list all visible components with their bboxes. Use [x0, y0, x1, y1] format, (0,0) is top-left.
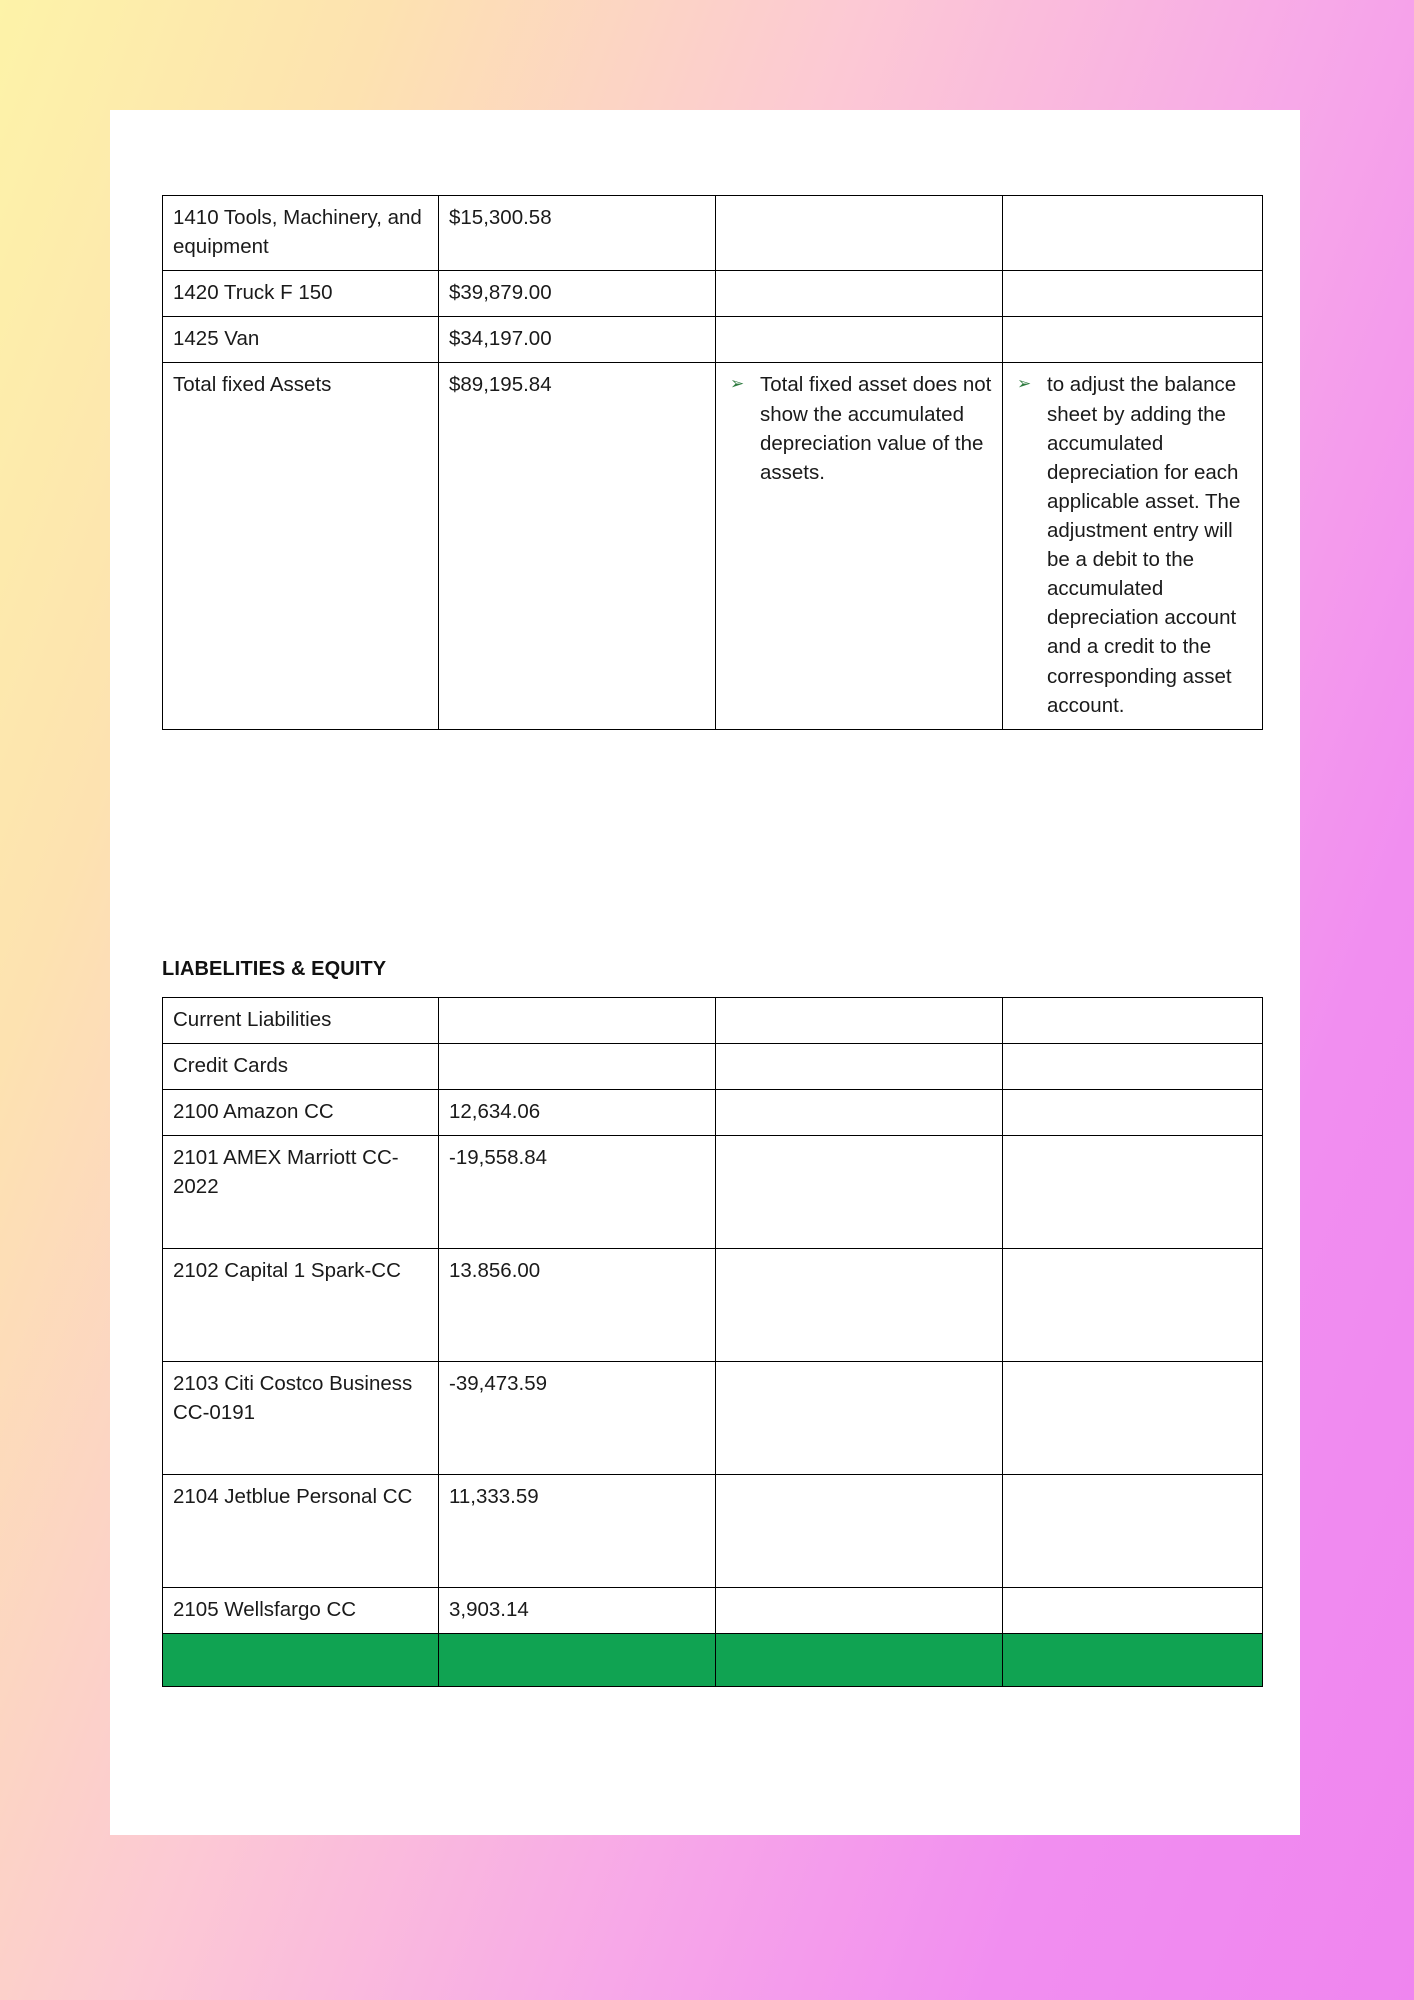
cell-adjustment: [1003, 1588, 1263, 1634]
table-row: [163, 1249, 1263, 1362]
cell-issue: [716, 1249, 1003, 1362]
cell-amount: 12,634.06: [439, 1089, 716, 1135]
cell-amount: [439, 997, 716, 1043]
cell-amount: 3,903.14: [439, 1588, 716, 1634]
cell-issue: [716, 317, 1003, 363]
cell-account: 2105 Wellsfargo CC: [163, 1588, 439, 1634]
cell-amount: $89,195.84: [439, 363, 716, 729]
cell-issue: [716, 1475, 1003, 1588]
cell-issue: [716, 271, 1003, 317]
table-row: [163, 271, 1263, 317]
cell-account: 2100 Amazon CC: [163, 1089, 439, 1135]
cell-adjustment: [1003, 1634, 1263, 1687]
cell-adjustment: [1003, 997, 1263, 1043]
cell-amount: $39,879.00: [439, 271, 716, 317]
cell-account: Credit Cards: [163, 1043, 439, 1089]
cell-adjustment: [1003, 1089, 1263, 1135]
liabilities-equity-table: [162, 997, 1263, 1687]
cell-issue: [716, 1136, 1003, 1249]
cell-issue: [716, 1043, 1003, 1089]
adjustment-text: to adjust the balance sheet by adding the accumulated depreciation for each applicable asset. The adjustment entry will be a debit to the accumulated depreciation account and a credit to the corresponding asset account.: [1047, 373, 1241, 717]
table-row: [163, 1136, 1263, 1249]
table-row: [163, 1089, 1263, 1135]
table-row: [163, 997, 1263, 1043]
arrow-bullet-icon: ➢: [730, 374, 745, 394]
cell-adjustment: [1003, 1136, 1263, 1249]
cell-issue: [716, 196, 1003, 271]
issue-text: Total fixed asset does not show the accumulated depreciation value of the assets.: [760, 373, 992, 484]
table-row: [163, 1588, 1263, 1634]
table-row: [163, 317, 1263, 363]
cell-amount: $15,300.58: [439, 196, 716, 271]
cell-issue: [716, 997, 1003, 1043]
table-row: [163, 1362, 1263, 1475]
table-row: [163, 1043, 1263, 1089]
cell-adjustment: [1003, 271, 1263, 317]
cell-account: 2104 Jetblue Personal CC: [163, 1475, 439, 1588]
cell-adjustment: [1003, 1362, 1263, 1475]
cell-issue: [716, 1362, 1003, 1475]
table-row: [163, 196, 1263, 271]
cell-account: 2103 Citi Costco Business CC-0191: [163, 1362, 439, 1475]
cell-account: 1410 Tools, Machinery, and equipment: [163, 196, 439, 271]
cell-amount: [439, 1634, 716, 1687]
cell-adjustment: [1003, 1043, 1263, 1089]
liabilities-equity-heading: LIABELITIES & EQUITY: [162, 957, 387, 980]
cell-amount: 11,333.59: [439, 1475, 716, 1588]
cell-adjustment: [1003, 1249, 1263, 1362]
cell-issue: [716, 1089, 1003, 1135]
cell-account: 2101 AMEX Marriott CC-2022: [163, 1136, 439, 1249]
page-content: [162, 195, 1262, 1687]
arrow-bullet-icon: ➢: [1017, 374, 1032, 394]
cell-amount: 13.856.00: [439, 1249, 716, 1362]
cell-adjustment: [1003, 196, 1263, 271]
cell-issue: [716, 1634, 1003, 1687]
cell-amount: -39,473.59: [439, 1362, 716, 1475]
fixed-assets-table: [162, 195, 1263, 730]
table-row-highlight: [163, 1634, 1263, 1687]
table-row-total: [163, 363, 1263, 729]
cell-amount: -19,558.84: [439, 1136, 716, 1249]
cell-adjustment: [1003, 1475, 1263, 1588]
cell-account: 2102 Capital 1 Spark-CC: [163, 1249, 439, 1362]
cell-adjustment: [1003, 317, 1263, 363]
cell-amount: [439, 1043, 716, 1089]
cell-issue: [716, 363, 1003, 729]
cell-account: Total fixed Assets: [163, 363, 439, 729]
cell-adjustment: [1003, 363, 1263, 729]
cell-account: Current Liabilities: [163, 997, 439, 1043]
cell-amount: $34,197.00: [439, 317, 716, 363]
cell-account: [163, 1634, 439, 1687]
document-page: [110, 110, 1300, 1835]
cell-issue: [716, 1588, 1003, 1634]
cell-account: 1425 Van: [163, 317, 439, 363]
cell-account: 1420 Truck F 150: [163, 271, 439, 317]
table-row: [163, 1475, 1263, 1588]
